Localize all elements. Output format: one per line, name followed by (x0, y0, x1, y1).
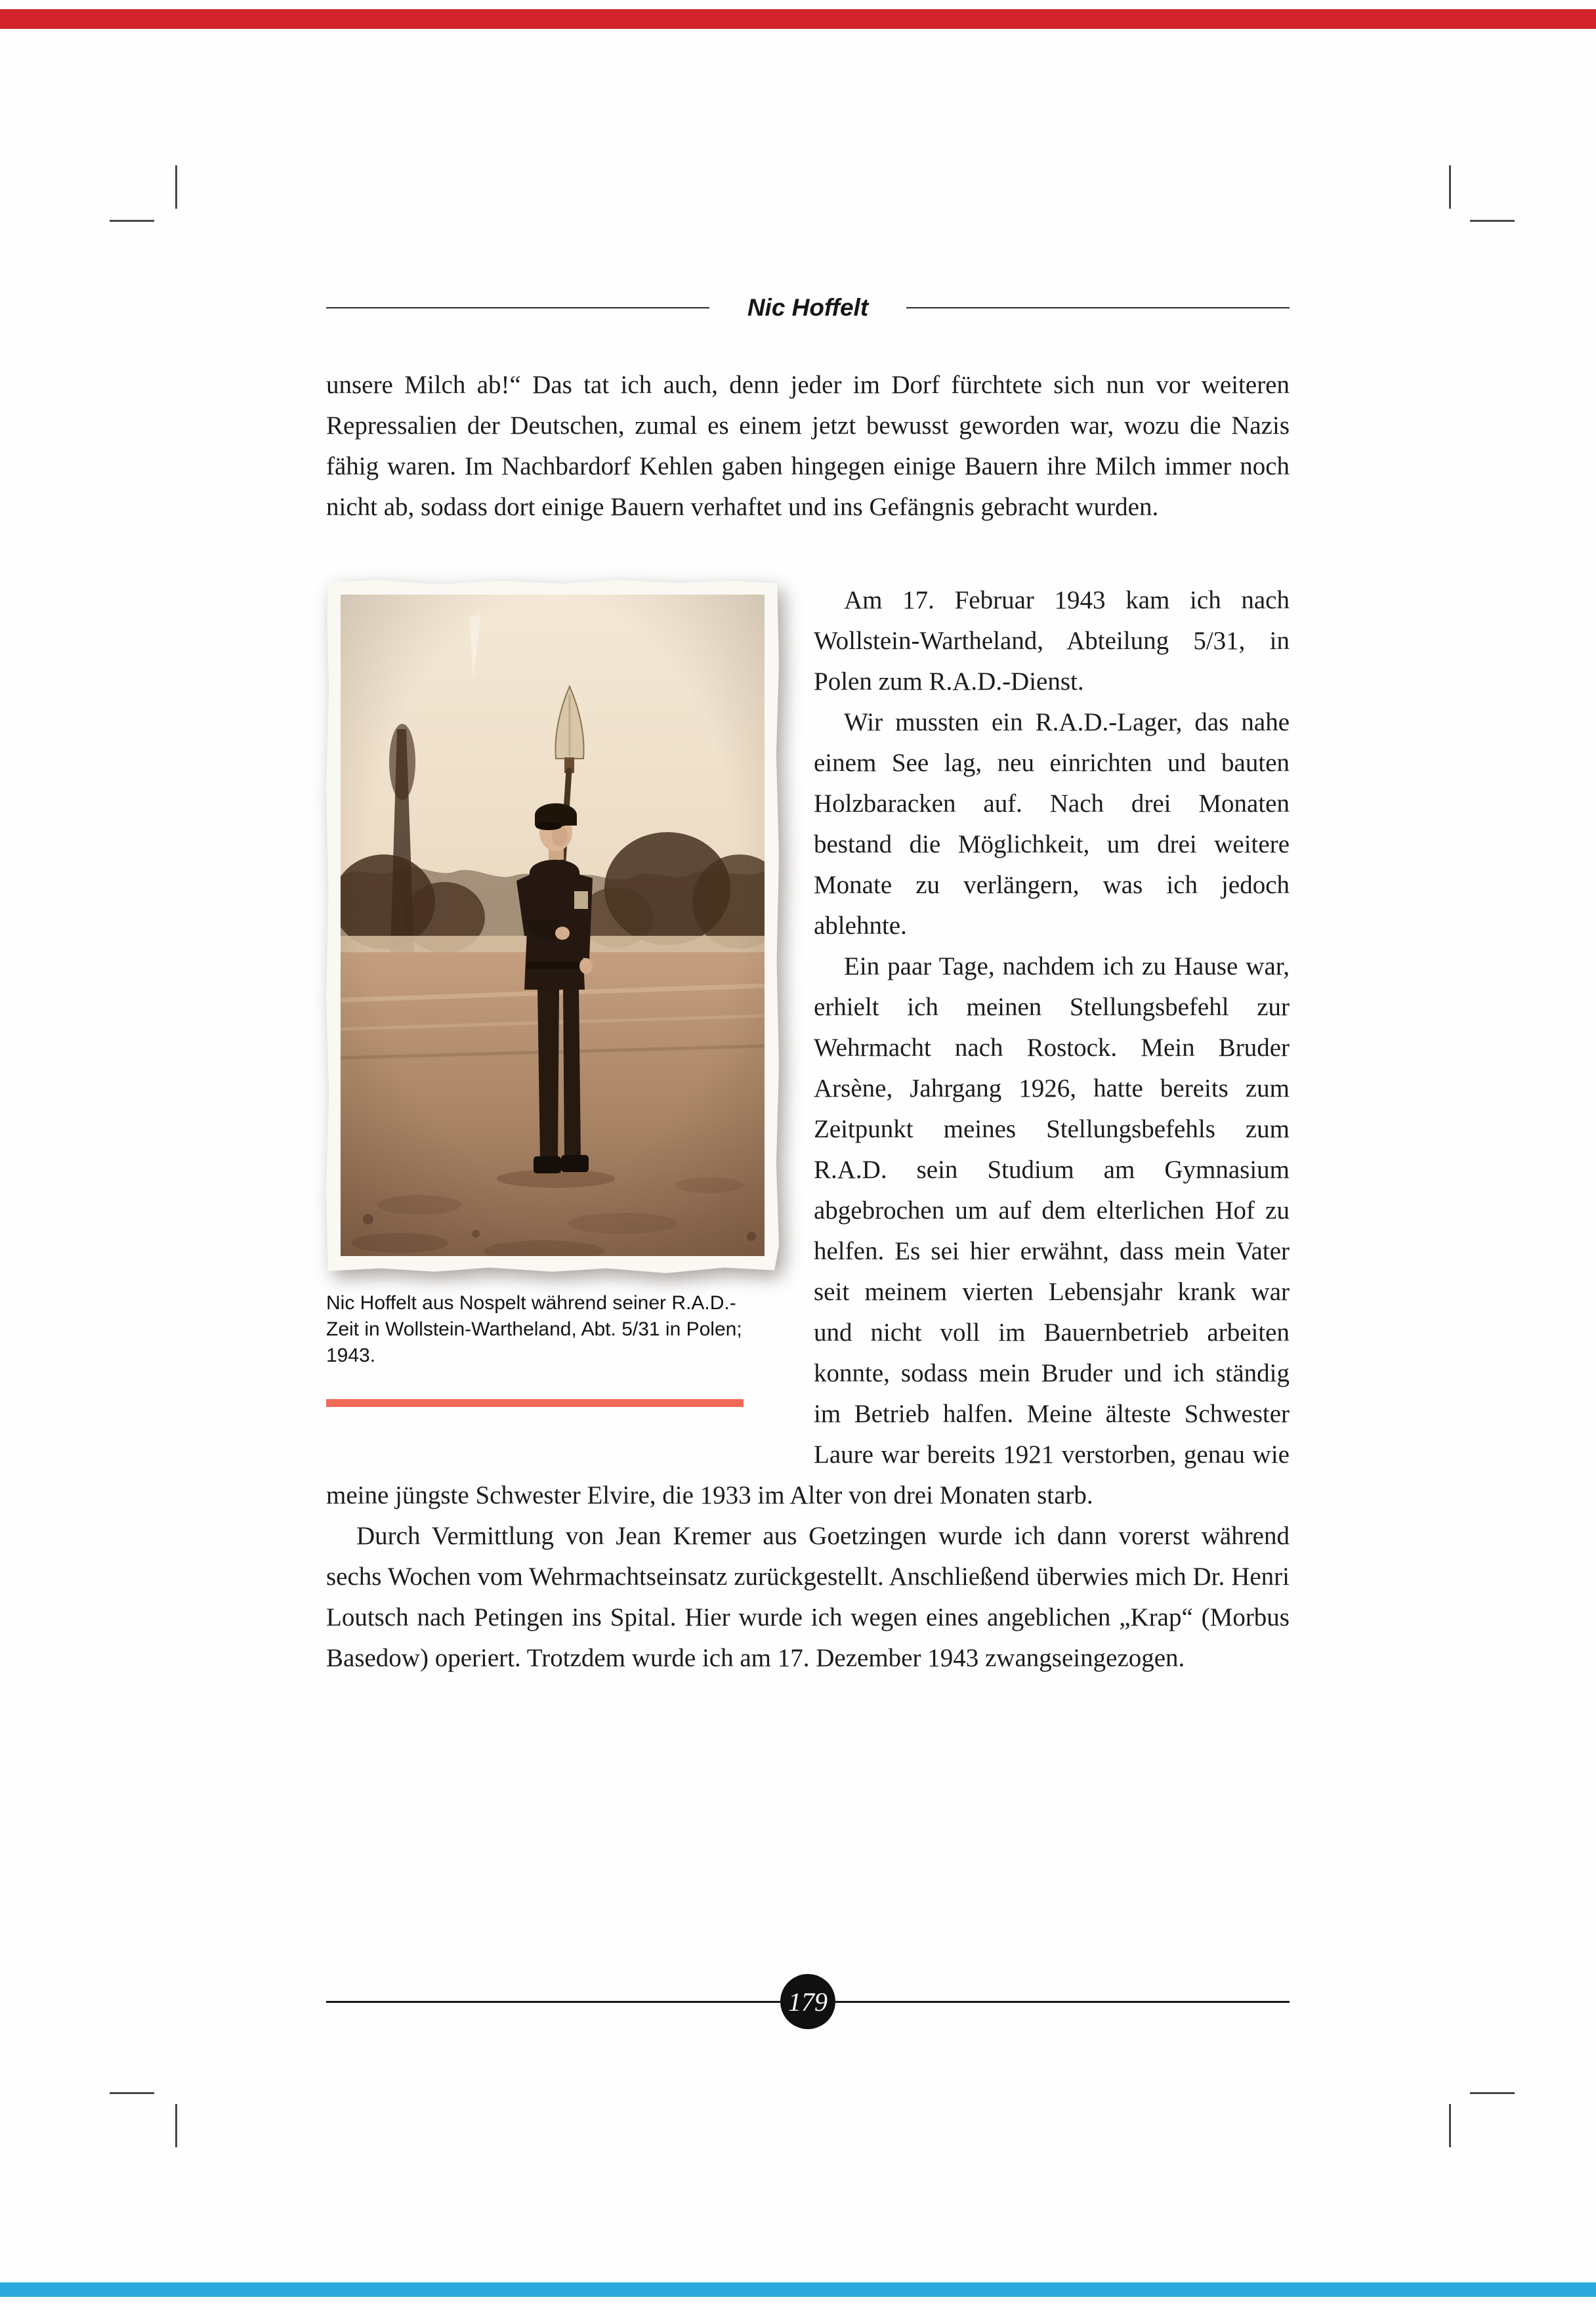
page-header (326, 294, 1290, 322)
crop-mark-bottom-right-v (1449, 2104, 1451, 2147)
header-rule-right (906, 307, 1290, 308)
paragraph-4: Ein paar Tage, nachdem ich zu Hause war, erhielt ich meinen Stellungsbefehl zur Wehrmacht nach Rostock. Mein Bruder Arsène, Jahrgang 1926, hatte bereits zum Zeitpunkt meines Stellungsbefehls zum R.A.D. sein Studium am Gymnasium abgebrochen um auf dem elterlichen Hof zu helfen. Es sei hier erwähnt, dass mein Vater seit meinem vierten Lebensjahr krank war und nicht voll im Bauernbetrieb arbeiten konnte, sodass mein Bruder und ich ständig im Betrieb halfen. Meine älteste Schwester Laure war bereits 1921 verstorben, genau wie meine jüngste Schwester Elvire, die 1933 im Alter von drei Monaten starb. (326, 952, 1290, 1509)
photo-shadow (326, 580, 779, 1273)
footer-rule-right (835, 2001, 1290, 2003)
photo-frame (326, 580, 779, 1273)
crop-mark-top-right-h (1470, 220, 1515, 222)
caption-rule (326, 1399, 744, 1407)
crop-mark-top-left-v (175, 165, 177, 209)
photo-figure (326, 580, 779, 1407)
paragraph-1: unsere Milch ab!“ Das tat ich auch, denn jeder im Dorf fürchtete sich nun vor weiteren Repressalien der Deutschen, zumal es einem jetzt bewusst geworden war, wozu die Nazis fähig waren. Im Nachbardorf Kehlen gaben hingegen einige Bauern ihre Milch immer noch nicht ab, sodass dort einige Bauern verhaftet und ins Gefängnis gebracht wurden. (326, 371, 1290, 521)
crop-mark-bottom-left-h (110, 2092, 154, 2094)
crop-mark-top-left-h (110, 220, 154, 222)
header-title: Nic Hoffelt (747, 294, 869, 321)
photo-nic-hoffelt-rad-uniform (341, 595, 765, 1256)
body-text (326, 365, 1290, 1679)
header-rule-left (326, 307, 709, 308)
crop-mark-top-right-v (1449, 165, 1451, 209)
paragraph-5: Durch Vermittlung von Jean Kremer aus Goetzingen wurde ich dann vorerst während sechs Wochen vom Wehrmachtseinsatz zurückgestellt. Anschließend überwies mich Dr. Henri Loutsch nach Petingen ins Spital. Hier wurde ich wegen eines angeblichen „Krap“ (Morbus Basedow) operiert. Trotzdem wurde ich am 17. Dezember 1943 zwangseingezogen. (326, 1522, 1290, 1672)
paragraph-3: Wir mussten ein R.A.D.-Lager, das nahe einem See lag, neu einrichten und bauten Holzbaracken auf. Nach drei Monaten bestand die Möglichkeit, um drei weitere Monate zu verlängern, was ich jedoch ablehnte. (814, 708, 1290, 940)
paragraph-2: Am 17. Februar 1943 kam ich nach Wollstein-Wartheland, Abteilung 5/31, in Polen zum R.A.D.-Dienst. (814, 586, 1290, 696)
footer-rule-left (326, 2001, 780, 2003)
crop-mark-bottom-right-h (1470, 2092, 1515, 2094)
bottom-blue-bar (0, 2282, 1596, 2297)
photo-caption: Nic Hoffelt aus Nospelt während seiner R.A.D.-Zeit in Wollstein-Wartheland, Abt. 5/31 in Polen; 1943. (326, 1292, 742, 1366)
top-red-bar (0, 9, 1596, 29)
page-number-badge (780, 1974, 835, 2029)
page-footer (326, 1974, 1290, 2029)
page-number: 179 (788, 1986, 828, 2017)
crop-mark-bottom-left-v (175, 2104, 177, 2147)
